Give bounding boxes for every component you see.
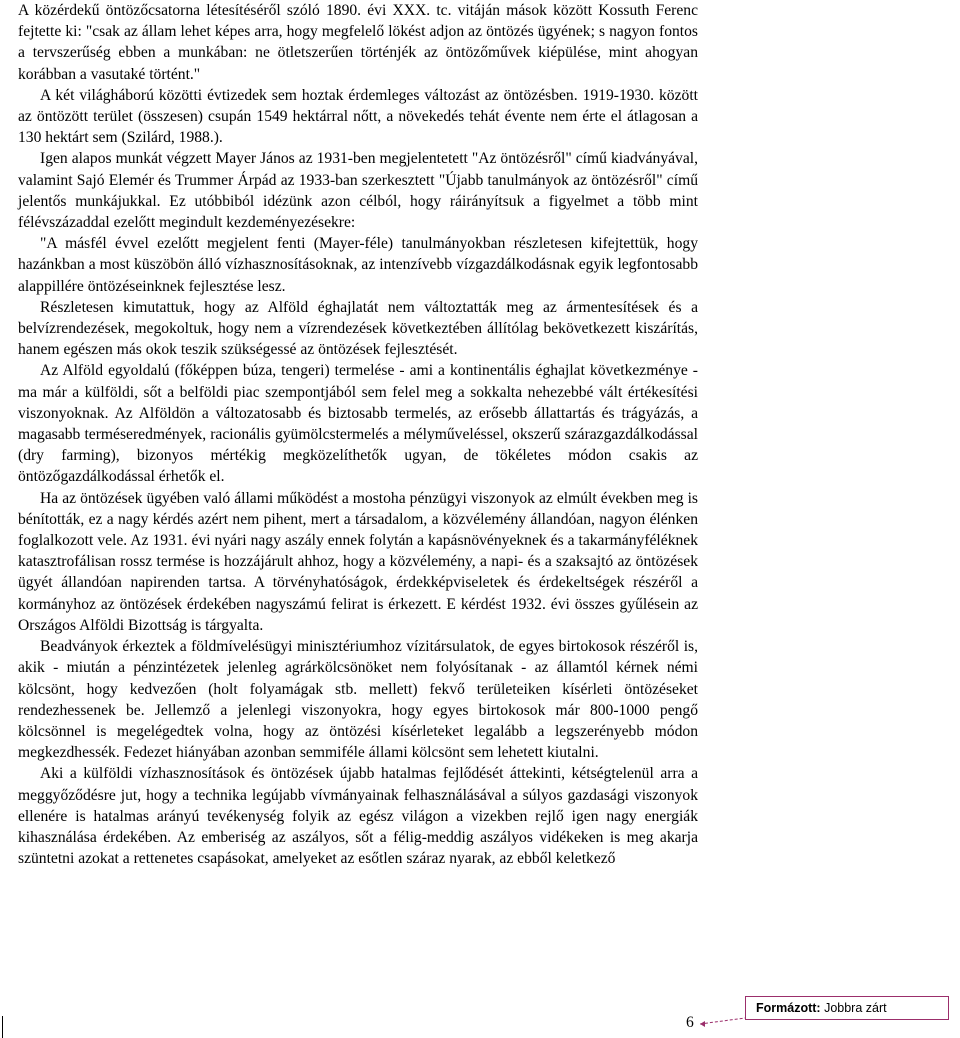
- change-bar: [2, 1016, 3, 1038]
- balloon-label: Formázott:: [756, 1001, 821, 1015]
- paragraph-8: Beadványok érkeztek a földmívelésügyi minisztériumhoz vízitársulatok, de egyes birtokosok részéről is, akik - miután a pénzintézetek jelenleg agrárkölcsönöket nem folyósítanak - az államtól kérnek némi kölcsönt, hogy kedvezően (holt folyamágak stb. mellett) fekvő területeiken kísérleti öntözéseket rendezhessenek be. Jellemző a jelenlegi viszonyokra, hogy egyes birtokosok már 800-1000 pengő kölcsönnel is megelégedtek volna, hogy az öntözési kísérleteket legalább a legszerényebb módon megkezdhessék. Fedezet hiányában azonban semmiféle állami kölcsönt sem lehetett kiutalni.: [18, 638, 698, 762]
- paragraph-7: Ha az öntözések ügyében való állami működést a mostoha pénzügyi viszonyok az elmúlt években meg is bénították, ez a nagy kérdés azért nem pihent, mert a társadalom, a közvélemény állandóan, nagyon élénken foglalkozott vele. Az 1931. évi nyári nagy aszály ennek folytán a kapásnövényeknek és a takarmányféléknek katasztrofálisan rossz termése is hozzájárult ahhoz, hogy a közvélemény, a napi- és a szaksajtó az öntözések ügyét állandóan napirenden tartsa. A törvényhatóságok, érdekképviseletek és érdekeltségek részéről a kormányhoz az öntözések érdekében nagyszámú felirat is érkezett. E kérdést 1932. évi összes gyűlésein az Országos Alföldi Bizottság is tárgyalta.: [18, 489, 698, 634]
- formatting-comment-balloon[interactable]: [745, 996, 949, 1020]
- paragraph-3: Igen alapos munkát végzett Mayer János az 1931-ben megjelentetett "Az öntözésről" című kiadványával, valamint Sajó Elemér és Trummer Árpád az 1933-ban szerkesztett "Újabb tanulmányok az öntözésről" című jelentős munkájukkal. Ez utóbbiból idézünk azon célból, hogy ráirányítsuk a figyelmet a több mint félévszázaddal ezelőtt megindult kezdeményezésekre:: [18, 150, 698, 232]
- paragraph-4: "A másfél évvel ezelőtt megjelent fenti (Mayer-féle) tanulmányokban részletesen kifejtettük, hogy hazánkban a most küszöbön álló vízhasznosításoknak, az intenzívebb vízgazdálkodásnak egyik legfontosabb alappillére öntözéseinknek fejlesztése lesz.: [18, 235, 698, 295]
- paragraph-1: A közérdekű öntözőcsatorna létesítéséről szóló 1890. évi XXX. tc. vitáján mások között Kossuth Ferenc fejtette ki: "csak az állam lehet képes arra, hogy megfelelő lökést adjon az öntözés ügyének; s nagyon fontos a tervszerűség ebben a munkában: ne ötletszerűen történjék az öntözőművek kiépülése, mint ahogyan korábban a vasutaké történt.": [18, 2, 698, 83]
- document-body: [18, 0, 698, 869]
- balloon-value: Jobbra zárt: [824, 1001, 887, 1015]
- comment-connector-line: [700, 1016, 746, 1028]
- page-number: 6: [686, 1014, 694, 1031]
- paragraph-2: A két világháború közötti évtizedek sem hoztak érdemleges változást az öntözésben. 1919-1930. között az öntözött terület (összesen) csupán 1549 hektárral nőtt, a növekedés tehát évente nem érte el átlagosan a 130 hektárt sem (Szilárd, 1988.).: [18, 86, 698, 147]
- paragraph-6: Az Alföld egyoldalú (főképpen búza, tengeri) termelése - ami a kontinentális éghajlat következménye - ma már a külföldi, sőt a belföldi piac szempontjából sem felel meg a sokkalta nehezebbé vált értékesítési viszonyoknak. Az Alföldön a változatosabb és biztosabb termelés, az erősebb állattartás és trágyázás, a magasabb terméseredmények, racionális gyümölcstermelés a mélyműveléssel, okszerű szárazgazdálkodással (dry farming), bizonyos mértékig megközelíthetők ugyan, de tökéletes módon csakis az öntözőgazdálkodással érhetők el.: [18, 362, 698, 486]
- paragraph-5: Részletesen kimutattuk, hogy az Alföld éghajlatát nem változtatták meg az ármentesítések és a belvízrendezések, megokoltuk, hogy nem a vízrendezések következtében állítólag bekövetkezett kiszárítás, hanem egészen más okok teszik szükségessé az öntözések fejlesztését.: [18, 298, 698, 359]
- paragraph-9: Aki a külföldi vízhasznosítások és öntözések újabb hatalmas fejlődését áttekinti, kétségtelenül arra a meggyőződésre jut, hogy a technika legújabb vívmányainak felhasználásával a súlyos gazdasági viszonyok ellenére is hatalmas arányú tevékenység folyik az egész világon a vizekben rejlő igen nagy energiák kihasználása érdekében. Az emberiség az aszályos, sőt a félig-meddig aszályos vidékeken is meg akarja szüntetni azokat a rettenetes csapásokat, amelyeket az esőtlen száraz nyarak, az ebből keletkező: [18, 765, 698, 868]
